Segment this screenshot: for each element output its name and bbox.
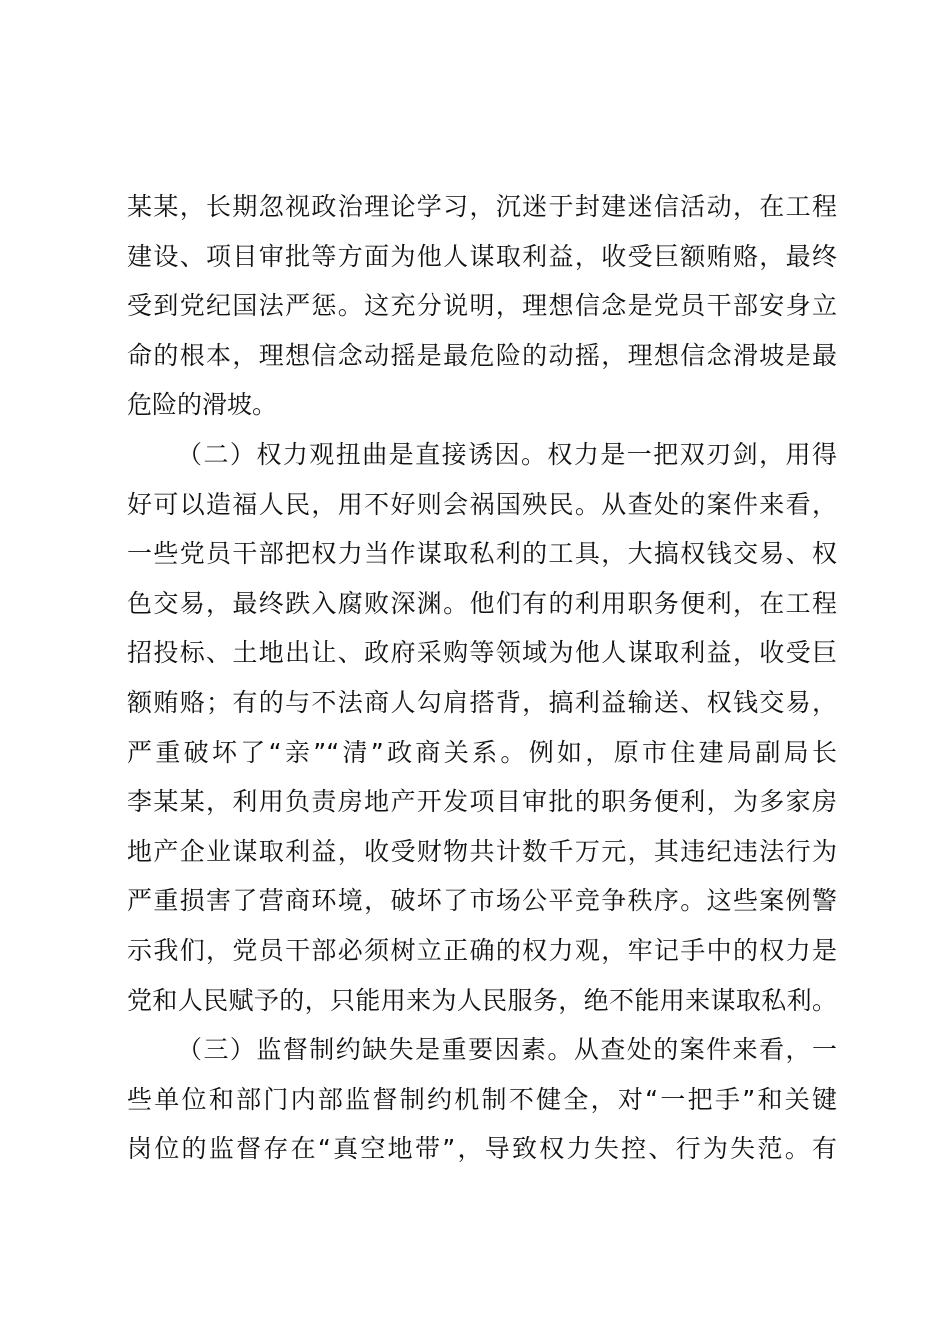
text-line: 一些党员干部把权力当作谋取私利的工具，大搞权钱交易、权 xyxy=(127,539,837,569)
text-line: 建设、项目审批等方面为他人谋取利益，收受巨额贿赂，最终 xyxy=(127,241,837,271)
text-line: 些单位和部门内部监督制约机制不健全，对“一把手”和关键 xyxy=(127,1084,837,1114)
text-line: 严重破坏了“亲”“清”政商关系。例如，原市住建局副局长 xyxy=(127,737,837,767)
text-line: 危险的滑坡。 xyxy=(127,390,278,420)
section-heading-line: （二）权力观扭曲是直接诱因。权力是一把双刃剑，用得 xyxy=(177,439,837,469)
section-heading-line: （三）监督制约缺失是重要因素。从查处的案件来看，一 xyxy=(177,1035,837,1065)
text-line: 岗位的监督存在“真空地带”，导致权力失控、行为失范。有 xyxy=(127,1134,837,1164)
text-line: 招投标、土地出让、政府采购等领域为他人谋取利益，收受巨 xyxy=(127,638,837,668)
text-line: 党和人民赋予的，只能用来为人民服务，绝不能用来谋取私利。 xyxy=(127,985,837,1015)
text-line: 某某，长期忽视政治理论学习，沉迷于封建迷信活动，在工程 xyxy=(127,192,837,221)
text-line: 好可以造福人民，用不好则会祸国殃民。从查处的案件来看， xyxy=(127,489,837,519)
text-line: 严重损害了营商环境，破坏了市场公平竞争秩序。这些案例警 xyxy=(127,886,837,916)
text-line: 李某某，利用负责房地产开发项目审批的职务便利，为多家房 xyxy=(127,787,837,817)
text-line: 额贿赂；有的与不法商人勾肩搭背，搞利益输送、权钱交易， xyxy=(127,687,837,717)
body-text xyxy=(127,182,837,1174)
text-line: 受到党纪国法严惩。这充分说明，理想信念是党员干部安身立 xyxy=(127,291,837,321)
text-line: 命的根本，理想信念动摇是最危险的动摇，理想信念滑坡是最 xyxy=(127,340,837,370)
text-line: 地产企业谋取利益，收受财物共计数千万元，其违纪违法行为 xyxy=(127,836,837,866)
text-line: 示我们，党员干部必须树立正确的权力观，牢记手中的权力是 xyxy=(127,935,837,965)
text-line: 色交易，最终跌入腐败深渊。他们有的利用职务便利，在工程 xyxy=(127,588,837,618)
